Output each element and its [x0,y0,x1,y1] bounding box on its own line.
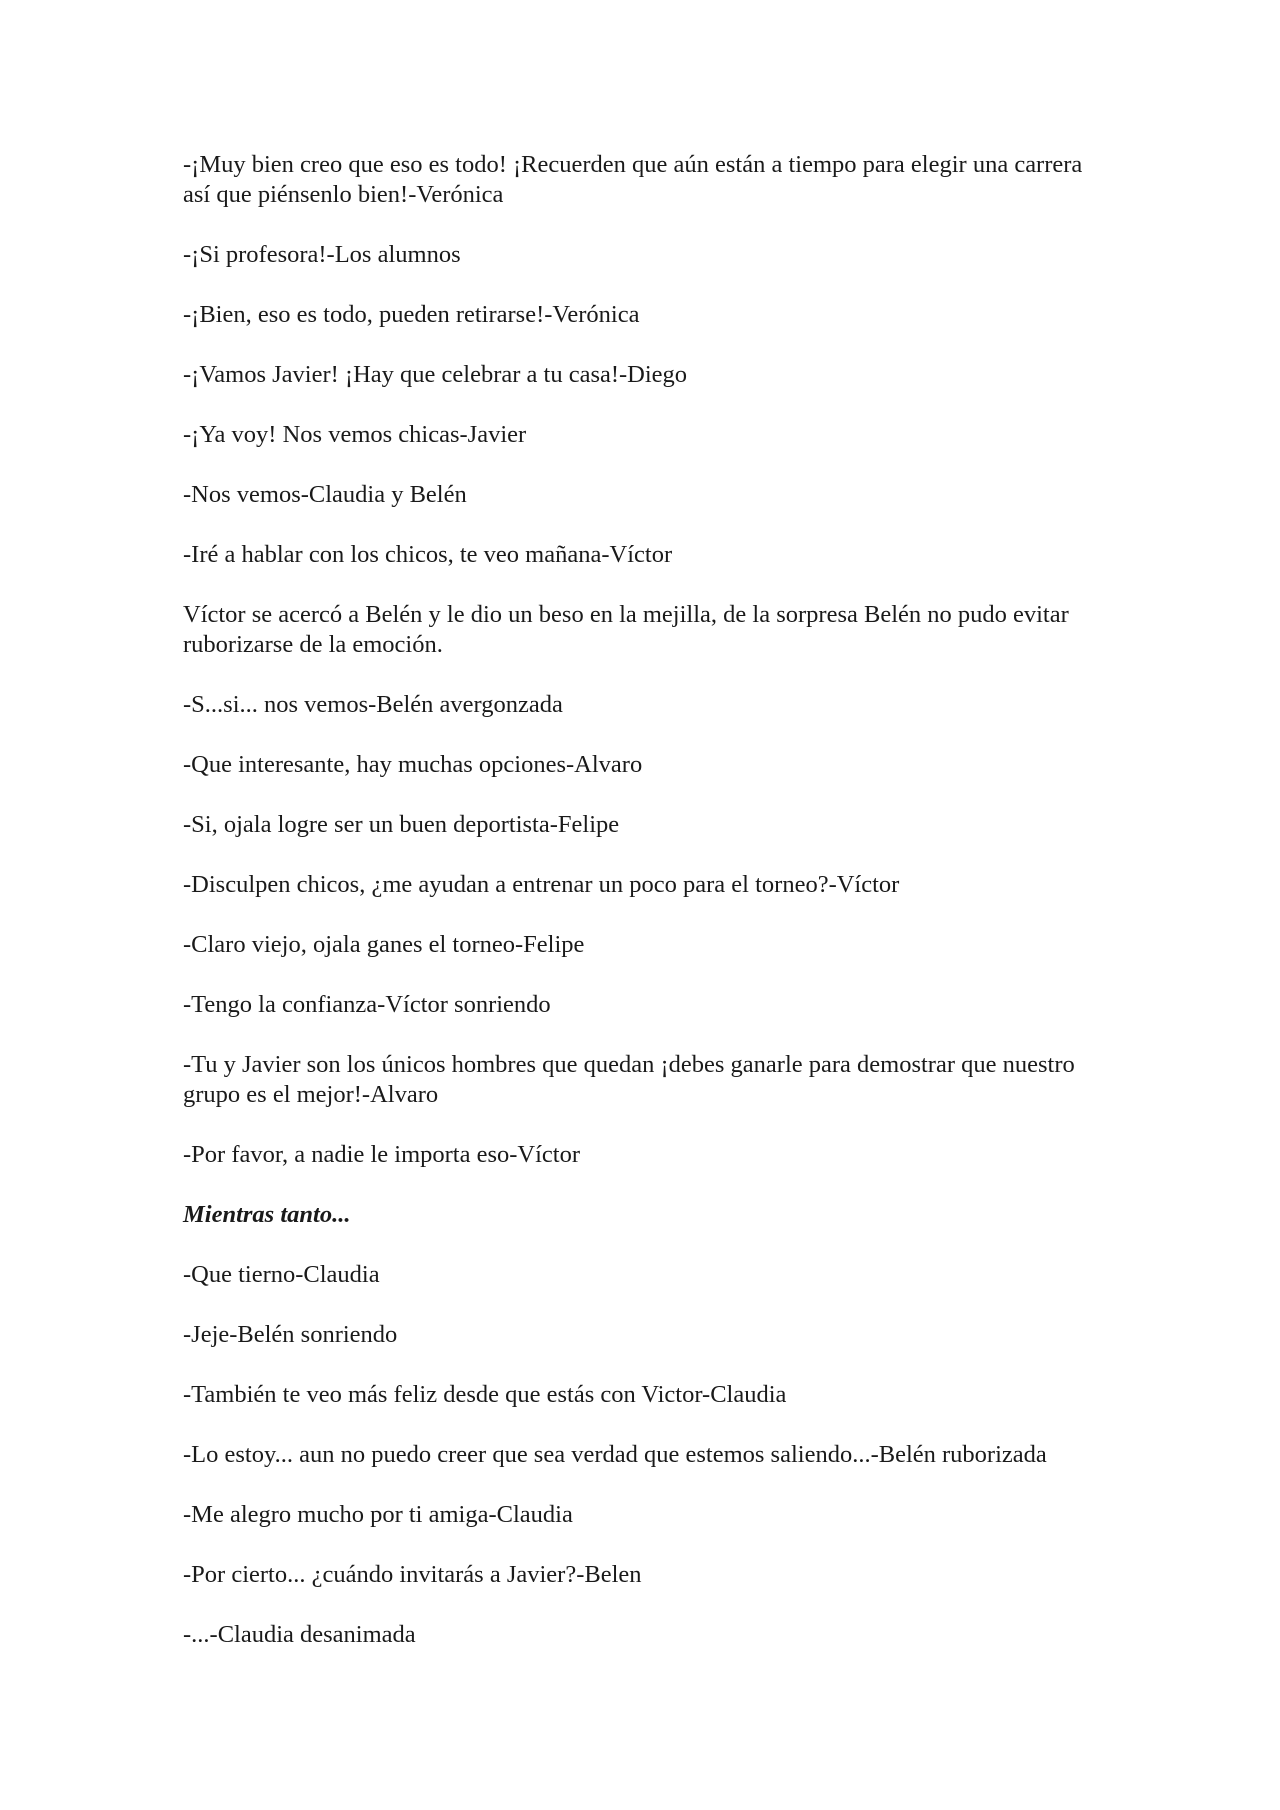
paragraph: -Que tierno-Claudia [183,1261,380,1288]
paragraph: -Nos vemos-Claudia y Belén [183,481,467,508]
paragraph: -También te veo más feliz desde que estás con Victor-Claudia [183,1381,787,1408]
paragraph: -Que interesante, hay muchas opciones-Alvaro [183,751,643,778]
paragraph: -Si, ojala logre ser un buen deportista-Felipe [183,811,620,838]
paragraph: -¡Ya voy! Nos vemos chicas-Javier [183,421,527,448]
paragraph: -Tengo la confianza-Víctor sonriendo [183,991,551,1018]
paragraph: -¡Bien, eso es todo, pueden retirarse!-Verónica [183,301,640,328]
paragraph: -Lo estoy... aun no puedo creer que sea verdad que estemos saliendo...-Belén ruborizada [183,1441,1047,1468]
paragraph: -Por cierto... ¿cuándo invitarás a Javier?-Belen [183,1561,642,1588]
paragraph: -Jeje-Belén sonriendo [183,1321,398,1348]
paragraph: -Disculpen chicos, ¿me ayudan a entrenar un poco para el torneo?-Víctor [183,871,900,898]
paragraph: -Claro viejo, ojala ganes el torneo-Felipe [183,931,585,958]
paragraph: -¡Si profesora!-Los alumnos [183,241,461,268]
paragraph: -...-Claudia desanimada [183,1621,416,1648]
section-heading: Mientras tanto... [183,1201,351,1228]
paragraph: -Por favor, a nadie le importa eso-Víctor [183,1141,581,1168]
paragraph: -S...si... nos vemos-Belén avergonzada [183,691,563,718]
paragraph: -Me alegro mucho por ti amiga-Claudia [183,1501,573,1528]
document-body [183,150,1113,1680]
paragraph: -¡Vamos Javier! ¡Hay que celebrar a tu casa!-Diego [183,361,688,388]
paragraph: -¡Muy bien creo que eso es todo! ¡Recuerden que aún están a tiempo para elegir una carrera así que piénsenlo bien!-Verónica [183,151,1083,208]
paragraph: -Tu y Javier son los únicos hombres que quedan ¡debes ganarle para demostrar que nuestro grupo es el mejor!-Alvaro [183,1051,1075,1108]
paragraph: -Iré a hablar con los chicos, te veo mañana-Víctor [183,541,673,568]
paragraph: Víctor se acercó a Belén y le dio un beso en la mejilla, de la sorpresa Belén no pudo evitar ruborizarse de la emoción. [183,601,1069,658]
